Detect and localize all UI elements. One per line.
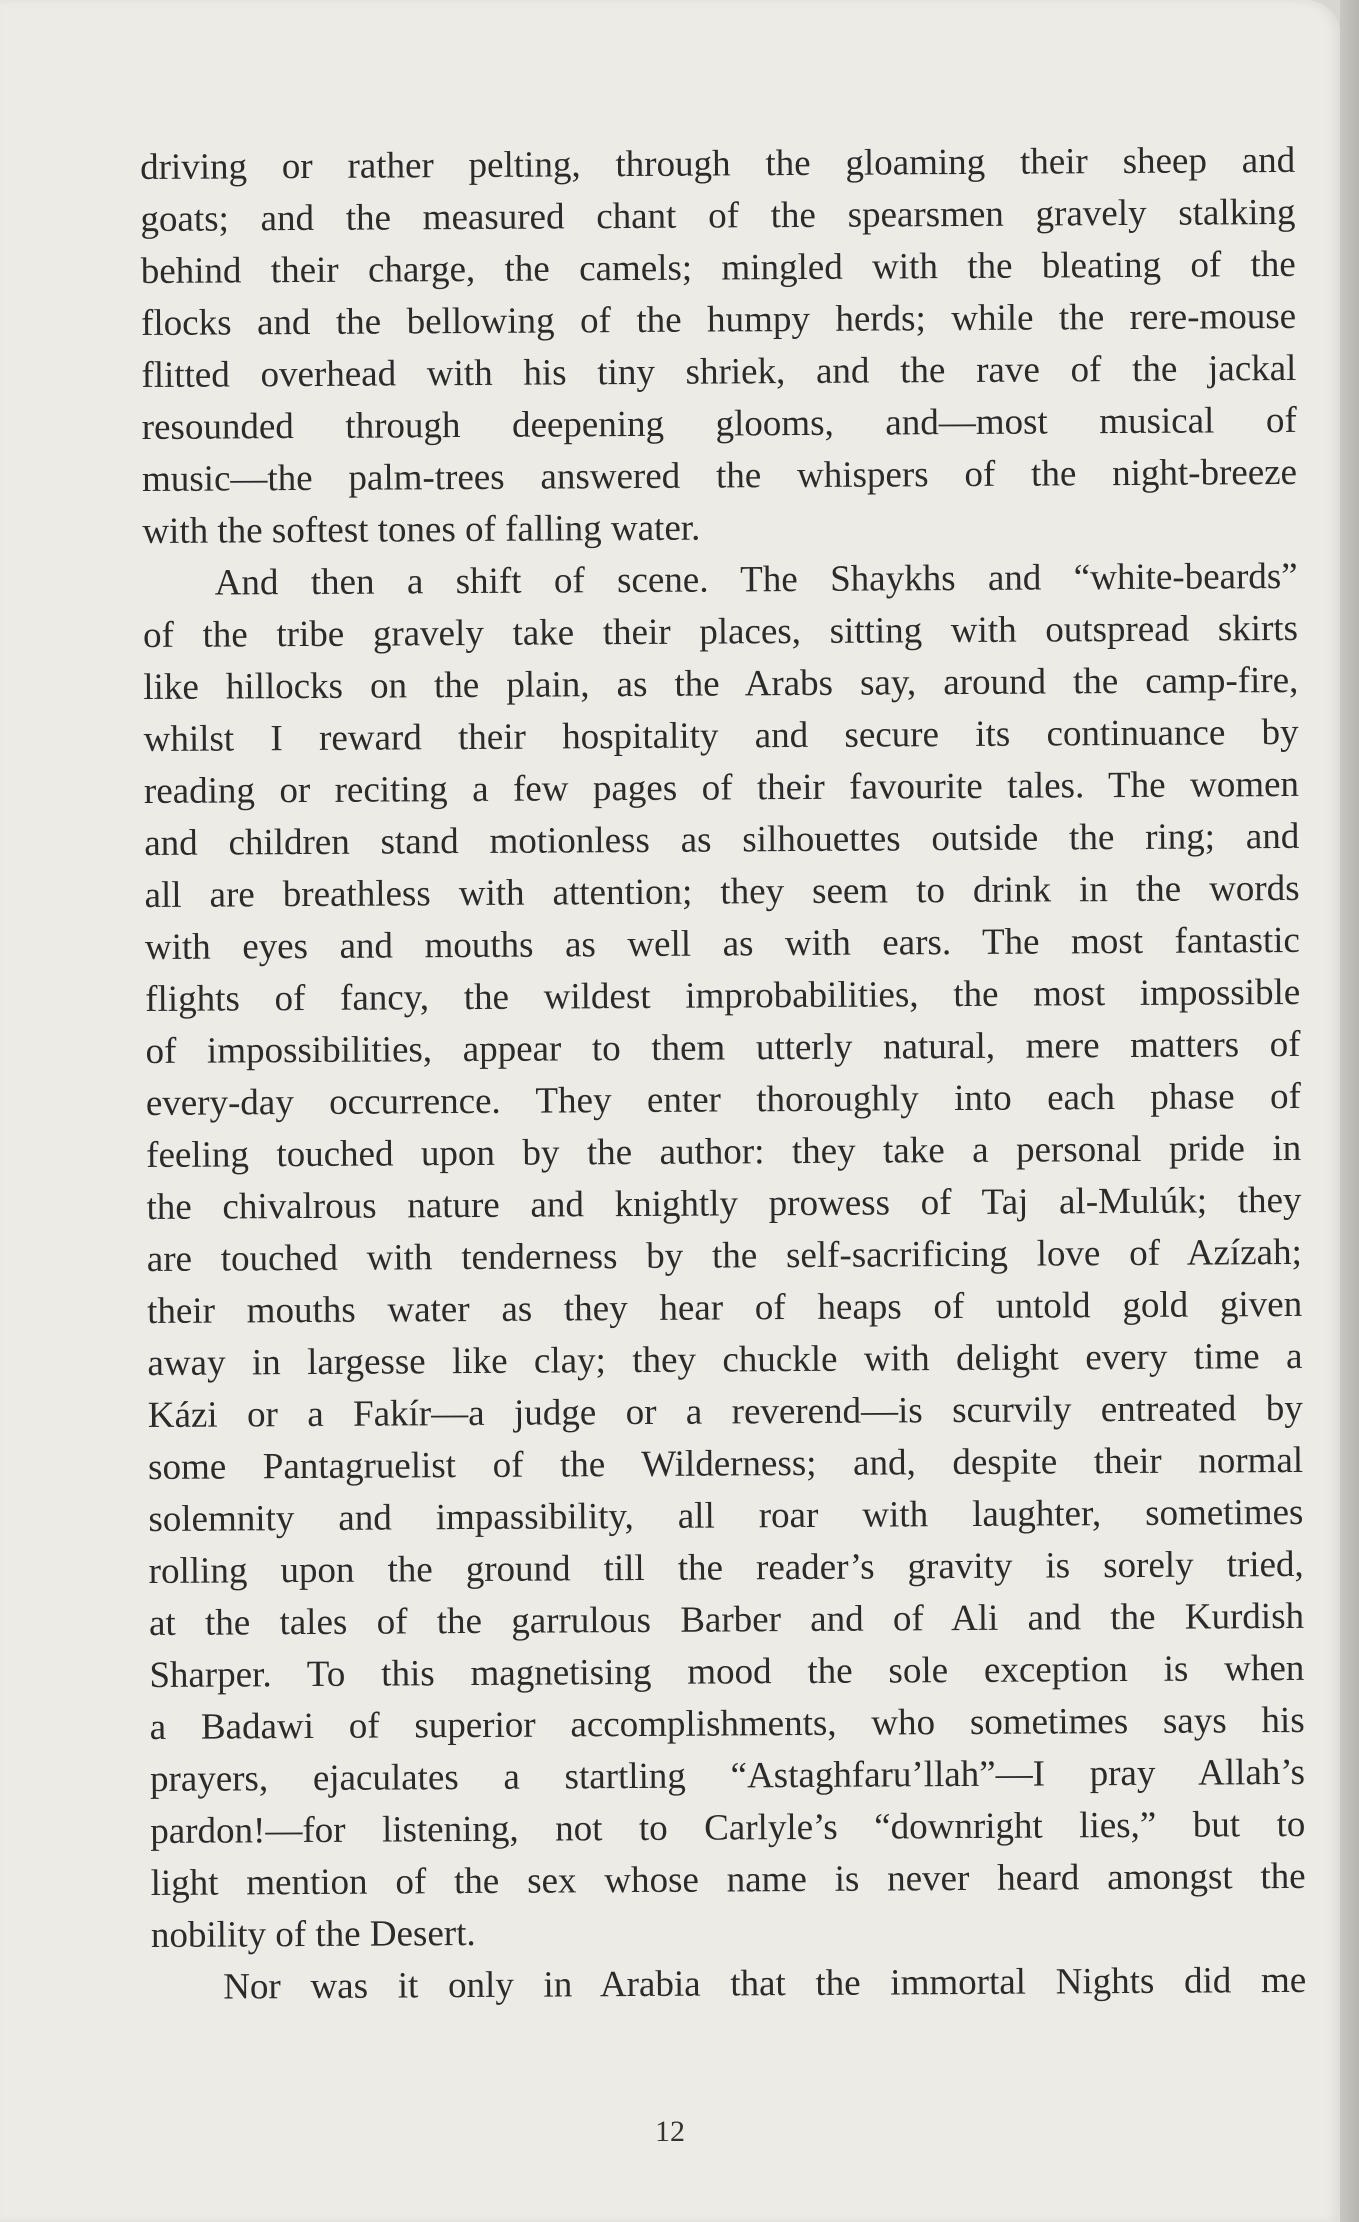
text-line: light mention of the sex whose name is never heard amongst the — [150, 1855, 1306, 1904]
text-line: behind their charge, the camels; mingled with the bleating of the — [140, 243, 1296, 292]
text-line: driving or rather pelting, through the gloaming their sheep and — [140, 139, 1296, 188]
text-line: pardon!—for listening, not to Carlyle’s “downright lies,” but to — [150, 1803, 1306, 1852]
text-line: flitted overhead with his tiny shriek, and the rave of the jackal — [141, 347, 1297, 396]
text-line: with the softest tones of falling water. — [142, 507, 701, 552]
text-line: feeling touched upon by the author: they take a personal pride in — [146, 1127, 1302, 1176]
text-line: away in largesse like clay; they chuckle with delight every time a — [147, 1335, 1303, 1384]
text-line: solemnity and impassibility, all roar with laughter, sometimes — [148, 1491, 1304, 1540]
text-line: of the tribe gravely take their places, sitting with outspread skirts — [142, 607, 1299, 656]
text-line: music—the palm-trees answered the whispers of the night-breeze — [141, 451, 1298, 500]
text-line: with eyes and mouths as well as with ears. The most fantastic — [144, 919, 1301, 968]
text-line: nobility of the Desert. — [150, 1912, 476, 1956]
text-line: at the tales of the garrulous Barber and of Ali and the Kurdish — [148, 1595, 1305, 1644]
text-line: prayers, ejaculates a startling “Astaghfaru’llah”—I pray Allah’s — [149, 1751, 1306, 1800]
text-line: reading or reciting a few pages of their favourite tales. The women — [143, 763, 1300, 812]
text-line: whilst I reward their hospitality and secure its continuance by — [143, 711, 1299, 760]
text-line: of impossibilities, appear to them utterly natural, mere matters of — [145, 1023, 1301, 1072]
text-line: flights of fancy, the wildest improbabilities, the most impossible — [145, 971, 1301, 1020]
paragraph — [140, 135, 1298, 558]
body-text — [140, 135, 1306, 2014]
text-line: flocks and the bellowing of the humpy herds; while the rere-mouse — [140, 295, 1297, 344]
page-edge — [1340, 0, 1359, 2222]
text-line: Nor was it only in Arabia that the immortal Nights did me — [223, 1959, 1307, 2008]
text-line: a Badawi of superior accomplishments, who sometimes says his — [149, 1699, 1305, 1748]
text-line: their mouths water as they hear of heaps of untold gold given — [147, 1283, 1303, 1332]
text-line: rolling upon the ground till the reader’s gravity is sorely tried, — [148, 1543, 1304, 1592]
paragraph — [143, 551, 1307, 1962]
paragraph — [151, 1955, 1306, 2014]
text-line: all are breathless with attention; they seem to drink in the words — [144, 867, 1300, 916]
text-line: every-day occurrence. They enter thoroughly into each phase of — [145, 1075, 1301, 1124]
text-line: some Pantagruelist of the Wilderness; and, despite their normal — [147, 1439, 1304, 1488]
text-line: Kázi or a Fakír—a judge or a reverend—is scurvily entreated by — [147, 1387, 1303, 1436]
page-number: 12 — [655, 2115, 685, 2148]
text-line: and children stand motionless as silhouettes outside the ring; and — [144, 815, 1300, 864]
text-line: like hillocks on the plain, as the Arabs say, around the camp-fire, — [143, 659, 1299, 708]
text-line: the chivalrous nature and knightly prowess of Taj al-Mulúk; they — [146, 1179, 1302, 1228]
text-line: And then a shift of scene. The Shaykhs and “white-beards” — [214, 555, 1298, 604]
text-line: are touched with tenderness by the self-sacrificing love of Azízah; — [146, 1231, 1302, 1280]
text-line: Sharper. To this magnetising mood the sole exception is when — [149, 1647, 1305, 1696]
text-line: goats; and the measured chant of the spearsmen gravely stalking — [140, 191, 1296, 240]
text-line: resounded through deepening glooms, and—most musical of — [141, 399, 1297, 448]
